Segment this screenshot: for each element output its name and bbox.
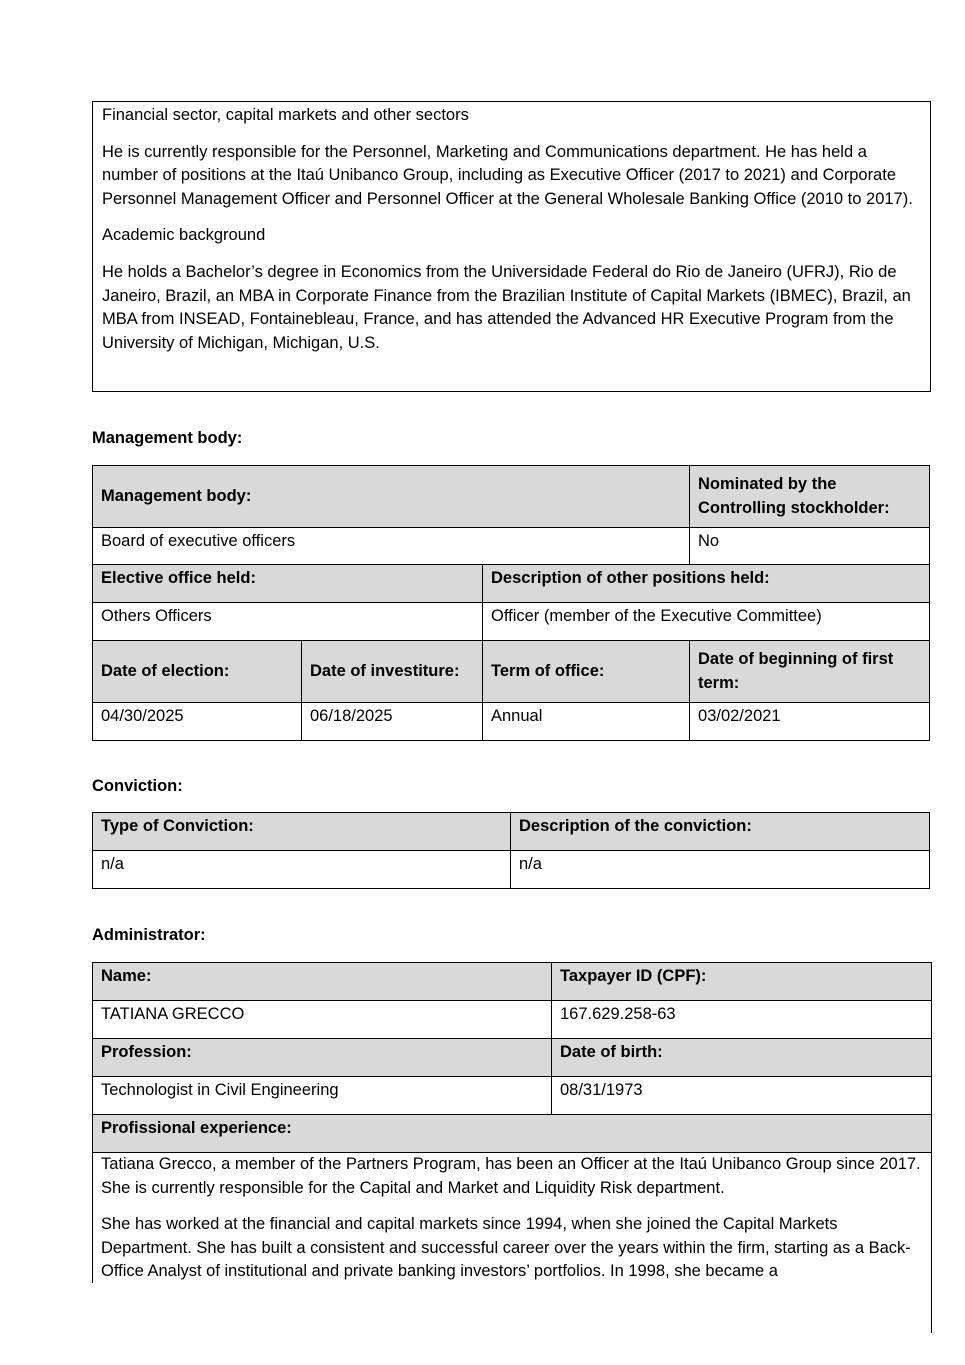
- election-date-value: 04/30/2025: [93, 703, 302, 741]
- investiture-date-header: Date of investiture:: [302, 641, 483, 703]
- name-header: Name:: [93, 963, 552, 1001]
- term-value: Annual: [483, 703, 690, 741]
- administrator-heading: Administrator:: [92, 926, 206, 944]
- nominated-header: Nominated by the Controlling stockholder:: [690, 466, 930, 528]
- intro-box: [92, 101, 931, 392]
- experience-header: Profissional experience:: [93, 1115, 932, 1153]
- cpf-header: Taxpayer ID (CPF):: [552, 963, 932, 1001]
- elective-office-value: Others Officers: [93, 603, 483, 641]
- cpf-value: 167.629.258-63: [552, 1001, 932, 1039]
- election-date-header: Date of election:: [93, 641, 302, 703]
- conviction-type-header: Type of Conviction:: [93, 813, 511, 851]
- name-value: TATIANA GRECCO: [93, 1001, 552, 1039]
- administrator-table: [92, 962, 932, 1333]
- term-header: Term of office:: [483, 641, 690, 703]
- conviction-heading: Conviction:: [92, 777, 183, 795]
- management-body-value: Board of executive officers: [93, 528, 690, 565]
- management-body-header: Management body:: [93, 466, 690, 528]
- investiture-date-value: 06/18/2025: [302, 703, 483, 741]
- conviction-type-value: n/a: [93, 851, 511, 889]
- profession-value: Technologist in Civil Engineering: [93, 1077, 552, 1115]
- academic-title: Academic background: [102, 226, 266, 245]
- profession-header: Profession:: [93, 1039, 552, 1077]
- conviction-table: [92, 812, 930, 889]
- academic-paragraph: He holds a Bachelor’s degree in Economics from the Universidade Federal do Rio de Janeiro (UFRJ), Rio de Janeiro, Brazil, an MBA in Corporate Finance from the Brazilian Institute of Capital Markets (IBMEC), Brazil, an MBA from INSEAD, Fontainebleau, France, and has attended the Advanced HR Executive Program from the University of Michigan, Michigan, U.S.: [102, 262, 911, 352]
- summary-paragraph: He is currently responsible for the Personnel, Marketing and Communications department. He has held a number of positions at the Itaú Unibanco Group, including as Executive Officer (2017 to 2021) and Corporate Personnel Management Officer and Personnel Officer at the General Wholesale Banking Office (2010 to 2017).: [102, 142, 913, 208]
- experience-paragraph-2: She has worked at the financial and capital markets since 1994, when she joined the Capital Markets Department. She has built a consistent and successful career over the years within the firm, starting as a Back-Office Analyst of institutional and private banking investors’ portfolios. In 1998, she became a: [101, 1215, 911, 1281]
- birth-date-value: 08/31/1973: [552, 1077, 932, 1115]
- conviction-description-header: Description of the conviction:: [511, 813, 930, 851]
- first-term-value: 03/02/2021: [690, 703, 930, 741]
- first-term-header: Date of beginning of first term:: [690, 641, 930, 703]
- nominated-value: No: [690, 528, 930, 565]
- other-positions-header: Description of other positions held:: [483, 565, 930, 603]
- other-positions-value: Officer (member of the Executive Committee): [483, 603, 930, 641]
- sector-label: Financial sector, capital markets and other sectors: [102, 106, 469, 124]
- management-table: [92, 465, 930, 741]
- experience-paragraph-1: Tatiana Grecco, a member of the Partners Program, has been an Officer at the Itaú Unibanco Group since 2017. She is currently responsible for the Capital and Market and Liquidity Risk department.: [101, 1155, 921, 1197]
- birth-date-header: Date of birth:: [552, 1039, 932, 1077]
- page-bottom-mask: [92, 1283, 931, 1365]
- elective-office-header: Elective office held:: [93, 565, 483, 603]
- management-heading: Management body:: [92, 429, 243, 447]
- conviction-description-value: n/a: [511, 851, 930, 889]
